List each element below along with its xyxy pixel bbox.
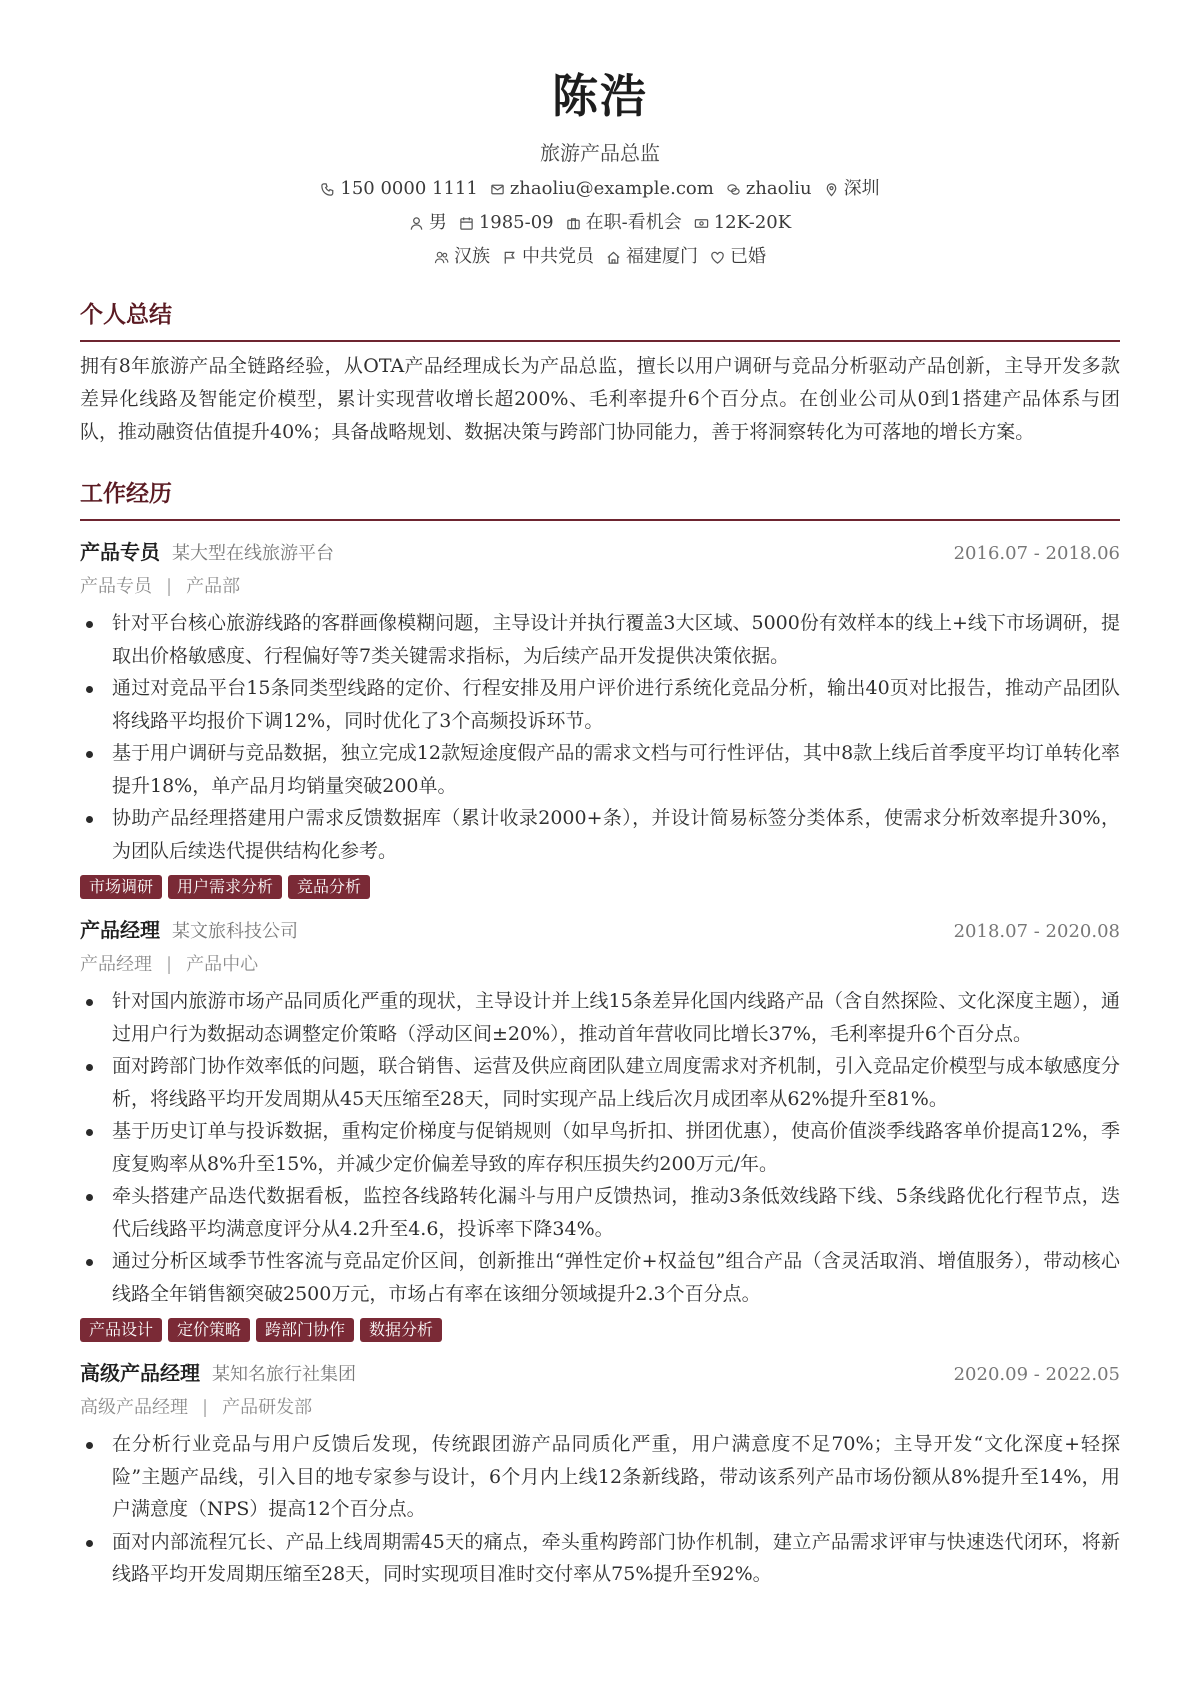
skill-tag: 跨部门协作: [256, 1318, 354, 1342]
location-item: [824, 172, 880, 206]
job-department: 产品部: [186, 576, 241, 597]
ethnicity-text: 汉族: [454, 246, 490, 267]
heart-icon: [710, 250, 725, 265]
location-icon: [824, 182, 839, 197]
skill-tag: 用户需求分析: [168, 875, 282, 899]
phone-icon: [320, 182, 335, 197]
ethnicity-icon: [434, 250, 449, 265]
candidate-title: 旅游产品总监: [540, 141, 660, 165]
skill-tag: 市场调研: [80, 875, 162, 899]
job-bullets: [80, 1428, 1120, 1591]
job-date: 2016.07 - 2018.06: [953, 543, 1120, 564]
bullet-item: 基于历史订单与投诉数据，重构定价梯度与促销规则（如早鸟折扣、拼团优惠），使高价值淡季线路客单价提高12%，季度复购率从8%升至15%，并减少定价偏差导致的库存积压损失约200万元/年。: [80, 1115, 1120, 1180]
job-header: [80, 535, 1120, 571]
gender-text: 男: [428, 212, 447, 233]
job-entry: [80, 535, 1120, 899]
skill-tag: 定价策略: [168, 1318, 250, 1342]
job-role: 产品专员: [80, 540, 160, 564]
skill-tag: 数据分析: [360, 1318, 442, 1342]
job-role: 产品经理: [80, 918, 160, 942]
candidate-name: 陈浩: [552, 69, 648, 123]
summary-text: 拥有8年旅游产品全链路经验，从OTA产品经理成长为产品总监，擅长以用户调研与竞品分析驱动产品创新，主导开发多款差异化线路及智能定价模型，累计实现营收增长超200%、毛利率提升6个百分点。在创业公司从0到1搭建产品体系与团队，推动融资估值提升40%；具备战略规划、数据决策与跨部门协同能力，善于将洞察转化为可落地的增长方案。: [80, 355, 1120, 443]
job-subline: [80, 949, 1120, 981]
wechat-item[interactable]: [726, 172, 812, 206]
birth-item: [459, 206, 554, 240]
job-position: 产品专员: [80, 576, 152, 597]
job-subline: [80, 571, 1120, 603]
salary-icon: [694, 216, 709, 231]
divider: |: [202, 1397, 209, 1418]
job-bullets: [80, 607, 1120, 867]
bullet-item: 协助产品经理搭建用户需求反馈数据库（累计收录2000+条），并设计简易标签分类体系，使需求分析效率提升30%，为团队后续迭代提供结构化参考。: [80, 802, 1120, 867]
email-item[interactable]: [490, 172, 714, 206]
marital-item: [710, 240, 766, 274]
skill-tag: 竞品分析: [288, 875, 370, 899]
birth-text: 1985-09: [478, 212, 554, 233]
job-header: [80, 913, 1120, 949]
salary-item: [694, 206, 791, 240]
job-role: 高级产品经理: [80, 1361, 200, 1385]
wechat-icon: [726, 182, 741, 197]
background-row: [0, 240, 1200, 274]
briefcase-icon: [566, 216, 581, 231]
hometown-text: 福建厦门: [626, 246, 698, 267]
home-icon: [606, 250, 621, 265]
marital-text: 已婚: [730, 246, 766, 267]
job-position: 产品经理: [80, 954, 152, 975]
hometown-item: [606, 240, 698, 274]
bullet-item: 牵头搭建产品迭代数据看板，监控各线路转化漏斗与用户反馈热词，推动3条低效线路下线、5条线路优化行程节点，迭代后线路平均满意度评分从4.2升至4.6，投诉率下降34%。: [80, 1180, 1120, 1245]
wechat-text: zhaoliu: [745, 178, 812, 199]
job-entry: [80, 1356, 1120, 1591]
location-text: 深圳: [843, 178, 880, 199]
job-position: 高级产品经理: [80, 1397, 188, 1418]
email-text: zhaoliu@example.com: [509, 178, 714, 199]
job-entry: [80, 913, 1120, 1342]
job-date: 2018.07 - 2020.08: [953, 921, 1120, 942]
summary-heading: 个人总结: [80, 298, 1120, 342]
job-company: 某知名旅行社集团: [212, 1364, 356, 1385]
job-company: 某大型在线旅游平台: [172, 543, 334, 564]
personal-row: [0, 206, 1200, 240]
calendar-icon: [459, 216, 474, 231]
mail-icon: [490, 182, 505, 197]
political-item: [502, 240, 594, 274]
phone-item[interactable]: [320, 172, 477, 206]
divider: |: [166, 576, 173, 597]
skill-tags: [80, 875, 1120, 899]
phone-text: 150 0000 1111: [340, 178, 478, 199]
job-department: 产品研发部: [222, 1397, 313, 1418]
job-company: 某文旅科技公司: [172, 921, 298, 942]
user-icon: [409, 216, 424, 231]
ethnicity-item: [434, 240, 490, 274]
bullet-item: 通过分析区域季节性客流与竞品定价区间，创新推出“弹性定价+权益包”组合产品（含灵活取消、增值服务），带动核心线路全年销售额突破2500万元，市场占有率在该细分领域提升2.3个百分点。: [80, 1245, 1120, 1310]
divider: |: [166, 954, 173, 975]
job-bullets: [80, 985, 1120, 1310]
status-item: [566, 206, 682, 240]
bullet-item: 针对平台核心旅游线路的客群画像模糊问题，主导设计并执行覆盖3大区域、5000份有效样本的线上+线下市场调研，提取出价格敏感度、行程偏好等7类关键需求指标，为后续产品开发提供决策依据。: [80, 607, 1120, 672]
work-heading: 工作经历: [80, 477, 1120, 521]
salary-text: 12K-20K: [713, 212, 792, 233]
job-date: 2020.09 - 2022.05: [953, 1364, 1120, 1385]
bullet-item: 针对国内旅游市场产品同质化严重的现状，主导设计并上线15条差异化国内线路产品（含自然探险、文化深度主题），通过用户行为数据动态调整定价策略（浮动区间±20%），推动首年营收同比增长37%，毛利率提升6个百分点。: [80, 985, 1120, 1050]
job-subline: [80, 1392, 1120, 1424]
status-text: 在职-看机会: [585, 212, 682, 233]
bullet-item: 基于用户调研与竞品数据，独立完成12款短途度假产品的需求文档与可行性评估，其中8款上线后首季度平均订单转化率提升18%，单产品月均销量突破200单。: [80, 737, 1120, 802]
bullet-item: 在分析行业竞品与用户反馈后发现，传统跟团游产品同质化严重，用户满意度不足70%；主导开发“文化深度+轻探险”主题产品线，引入目的地专家参与设计，6个月内上线12条新线路，带动该系列产品市场份额从8%提升至14%，用户满意度（NPS）提高12个百分点。: [80, 1428, 1120, 1526]
bullet-item: 面对内部流程冗长、产品上线周期需45天的痛点，牵头重构跨部门协作机制，建立产品需求评审与快速迭代闭环，将新线路平均开发周期压缩至28天，同时实现项目准时交付率从75%提升至92%。: [80, 1526, 1120, 1591]
summary-section: [0, 298, 1200, 449]
job-department: 产品中心: [186, 954, 259, 975]
political-text: 中共党员: [522, 246, 594, 267]
flag-icon: [502, 250, 517, 265]
bullet-item: 通过对竞品平台15条同类型线路的定价、行程安排及用户评价进行系统化竞品分析，输出40页对比报告，推动产品团队将线路平均报价下调12%，同时优化了3个高频投诉环节。: [80, 672, 1120, 737]
job-header: [80, 1356, 1120, 1392]
skill-tags: [80, 1318, 1120, 1342]
skill-tag: 产品设计: [80, 1318, 162, 1342]
contact-row: [0, 172, 1200, 206]
gender-item: [409, 206, 447, 240]
work-section: [0, 477, 1200, 1591]
bullet-item: 面对跨部门协作效率低的问题，联合销售、运营及供应商团队建立周度需求对齐机制，引入竞品定价模型与成本敏感度分析，将线路平均开发周期从45天压缩至28天，同时实现产品上线后次月成团率从62%提升至81%。: [80, 1050, 1120, 1115]
